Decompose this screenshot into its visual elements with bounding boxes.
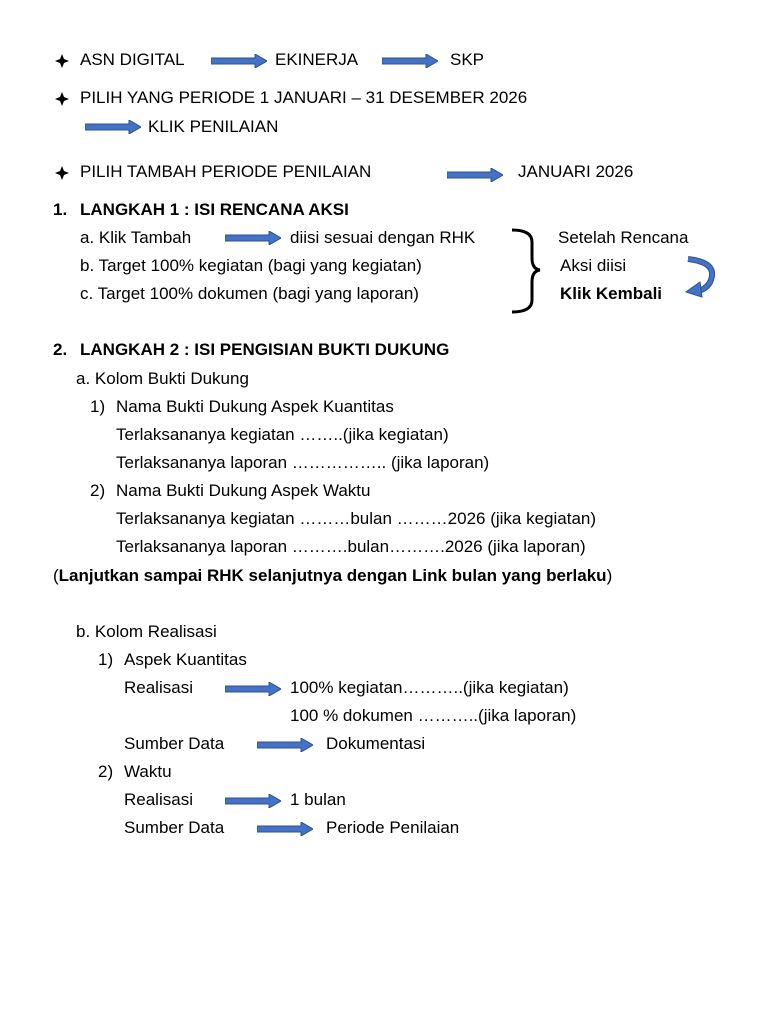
bullet-diamond-icon [55,165,69,179]
right-arrow-icon [211,53,267,67]
right-arrow-icon [447,167,503,181]
skp-label: SKP [450,50,485,69]
bullet-diamond-icon [55,53,69,67]
realisasi-item1-title: Aspek Kuantitas [124,650,247,669]
bukti-item1-line2: Terlaksananya laporan …………….. (jika laporan) [116,453,490,472]
realisasi-value2: 100 % dokumen ………..(jika laporan) [290,706,577,725]
kolom-realisasi-title: b. Kolom Realisasi [76,622,217,641]
step1-note-line2: Aksi diisi [560,256,627,275]
kolom-bukti-dukung-title: a. Kolom Bukti Dukung [76,369,249,388]
bukti-item1-line1: Terlaksananya kegiatan ……..(jika kegiatan) [116,425,449,444]
realisasi-label: Realisasi [124,790,193,809]
curved-return-arrow-icon [684,256,718,298]
bullet-diamond-icon [55,91,69,105]
right-arrow-icon [225,230,281,244]
bukti-item2-number: 2) [90,481,106,500]
bukti-item1-number: 1) [90,397,106,416]
bukti-item2-line2: Terlaksananya laporan ……….bulan……….2026 (jika laporan) [116,537,586,556]
realisasi-value1: 100% kegiatan………..(jika kegiatan) [290,678,569,697]
step1-item-b: b. Target 100% kegiatan (bagi yang kegiatan) [80,256,422,275]
asn-digital-label: ASN DIGITAL [80,50,185,69]
curly-brace-icon [508,228,544,314]
right-arrow-icon [225,681,281,695]
step1-title: LANGKAH 1 : ISI RENCANA AKSI [80,200,349,219]
januari-2026-text: JANUARI 2026 [518,162,634,181]
step2-title: LANGKAH 2 : ISI PENGISIAN BUKTI DUKUNG [80,340,450,359]
sumber-data-value: Periode Penilaian [326,818,460,837]
ekinerja-label: EKINERJA [275,50,359,69]
klik-penilaian-text: KLIK PENILAIAN [148,117,279,136]
step1-note-klik-kembali: Klik Kembali [560,284,663,303]
right-arrow-icon [225,793,281,807]
realisasi-item1-number: 1) [98,650,114,669]
step1-number: 1. [53,200,68,219]
step2-number: 2. [53,340,68,359]
tambah-periode-text: PILIH TAMBAH PERIODE PENILAIAN [80,162,372,181]
realisasi-item2-title: Waktu [124,762,172,781]
sumber-data-value: Dokumentasi [326,734,426,753]
lanjutkan-note: (Lanjutkan sampai RHK selanjutnya dengan Link bulan yang berlaku) [53,566,613,585]
step1-item-a: a. Klik Tambah [80,228,192,247]
bukti-item2-title: Nama Bukti Dukung Aspek Waktu [116,481,371,500]
right-arrow-icon [257,821,313,835]
realisasi-waktu-value: 1 bulan [290,790,346,809]
right-arrow-icon [382,53,438,67]
right-arrow-icon [85,119,141,133]
step1-item-c: c. Target 100% dokumen (bagi yang laporan) [80,284,419,303]
right-arrow-icon [257,737,313,751]
step1-note-line1: Setelah Rencana [558,228,689,247]
bukti-item2-line1: Terlaksananya kegiatan ………bulan ………2026 (jika kegiatan) [116,509,597,528]
sumber-data-label: Sumber Data [124,818,225,837]
sumber-data-label: Sumber Data [124,734,225,753]
step1-item-a-result: diisi sesuai dengan RHK [290,228,476,247]
realisasi-label: Realisasi [124,678,193,697]
bukti-item1-title: Nama Bukti Dukung Aspek Kuantitas [116,397,394,416]
realisasi-item2-number: 2) [98,762,114,781]
pilih-periode-text: PILIH YANG PERIODE 1 JANUARI – 31 DESEMBER 2026 [80,88,528,107]
